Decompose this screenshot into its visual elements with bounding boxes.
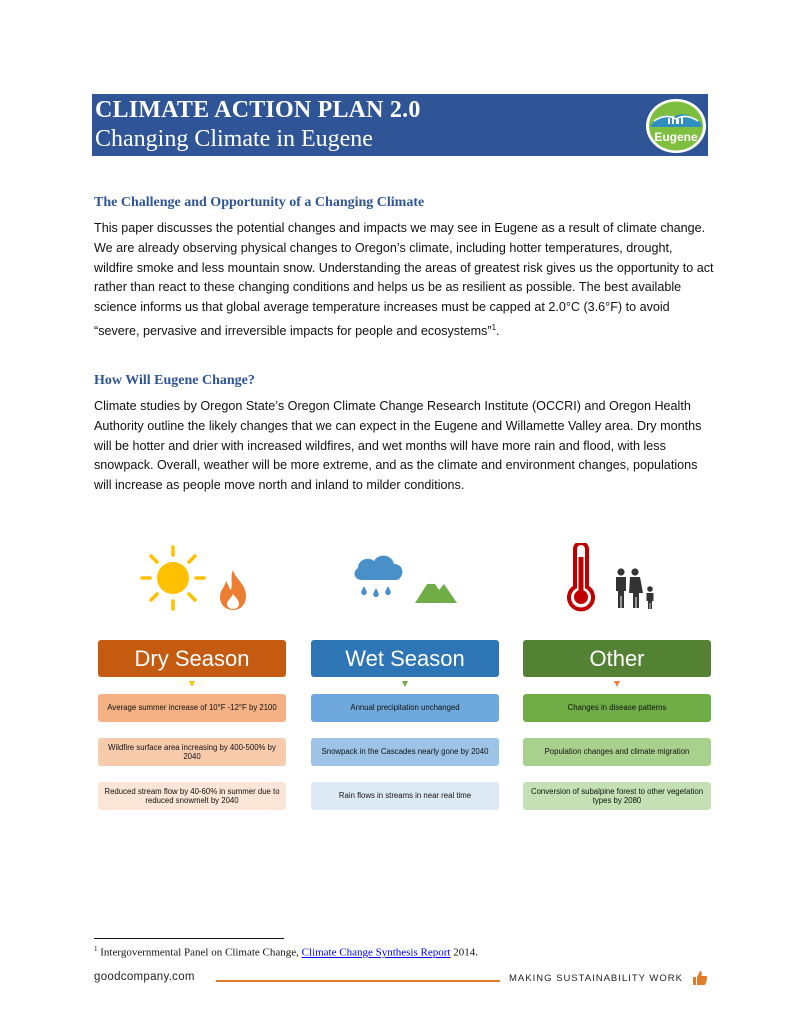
footnote-divider (94, 938, 284, 939)
footnote-ref: 1 (491, 322, 497, 332)
wet-season-item: Rain flows in streams in near real time (311, 782, 499, 810)
dry-season-item: Average summer increase of 10°F -12°F by 2100 (98, 694, 286, 722)
rain-cloud-icon (350, 550, 406, 600)
thermometer-icon (563, 543, 599, 613)
other-arrow-icon (614, 681, 620, 687)
family-icon (612, 568, 658, 610)
other-item: Changes in disease patterns (523, 694, 711, 722)
other-item: Conversion of subalpine forest to other vegetation types by 2080 (523, 782, 711, 810)
dry-season-item: Reduced stream flow by 40-60% in summer due to reduced snowmelt by 2040 (98, 782, 286, 810)
thumbs-up-icon (692, 970, 708, 986)
footer-website: goodcompany.com (94, 971, 195, 983)
mountain-icon (413, 572, 459, 604)
wet-season-arrow-icon (402, 681, 408, 687)
wet-season-item: Annual precipitation unchanged (311, 694, 499, 722)
header-banner (92, 94, 708, 156)
section-heading-change: How Will Eugene Change? (94, 373, 255, 388)
logo-text: Eugene (654, 130, 698, 144)
section-body-change: Climate studies by Oregon State’s Oregon Climate Change Research Institute (OCCRI) and Oregon Health Authority outline the likely changes that we can expect in the Eugene and Willamette Valley area. Dry months will be hotter and drier with increased wildfires, and wet months will have more rain and flood, with less snowpack. Overall, weather will be more extreme, and as the climate and environment changes, populations will increase as people move north and inland to milder conditions. (94, 399, 702, 493)
section-body-challenge: This paper discusses the potential changes and impacts we may see in Eugene as a result of climate change. We are already observing physical changes to Oregon’s climate, including hotter temperatures, drought, wildfire smoke and less mountain snow. Understanding the areas of greatest risk gives us the opportunity to act rather than react to these changing conditions and helps us be as resilient as possible. The best available science informs us that global average temperature increases must be capped at 2.0°C (3.6°F) to avoid “severe, pervasive and irreversible impacts for people and ecosystems”$^1$. (94, 221, 714, 339)
sun-icon (138, 543, 208, 613)
document-title: CLIMATE ACTION PLAN 2.0 (95, 97, 421, 123)
section-heading-challenge: The Challenge and Opportunity of a Changing Climate (94, 195, 425, 210)
dry-season-arrow-icon (189, 681, 195, 687)
footnote: $^1$ Intergovernmental Panel on Climate Change, Climate Change Synthesis Report 2014. (94, 945, 478, 959)
dry-season-header: Dry Season (98, 640, 286, 677)
wet-season-item: Snowpack in the Cascades nearly gone by 2040 (311, 738, 499, 766)
footnote-link[interactable]: Climate Change Synthesis Report (301, 946, 451, 959)
document-subtitle: Changing Climate in Eugene (95, 126, 373, 152)
eugene-logo-icon (644, 97, 708, 155)
dry-season-item: Wildfire surface area increasing by 400-500% by 2040 (98, 738, 286, 766)
fire-icon (216, 568, 250, 612)
other-item: Population changes and climate migration (523, 738, 711, 766)
wet-season-header: Wet Season (311, 640, 499, 677)
footer-divider (216, 980, 500, 982)
footer-tagline: MAKING SUSTAINABILITY WORK (509, 973, 683, 984)
other-header: Other (523, 640, 711, 677)
